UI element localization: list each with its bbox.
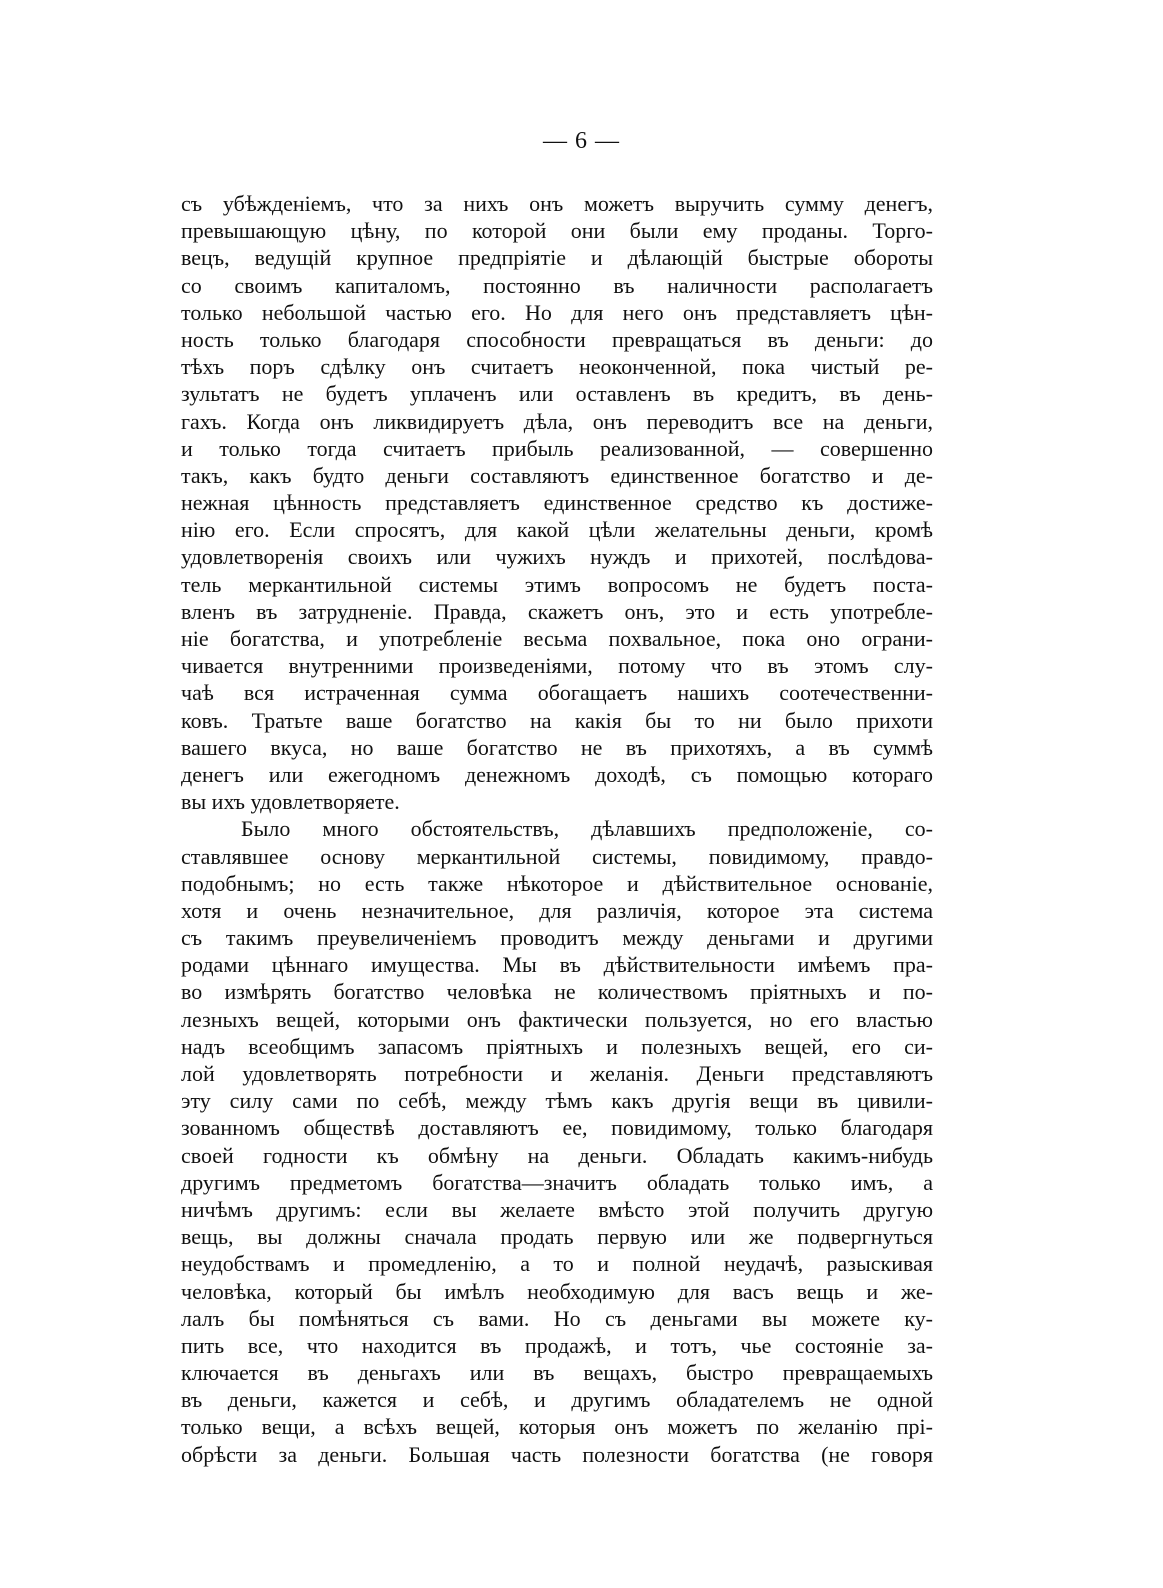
text-line: превышающую цѣну, по которой они были ему проданы. Торго- bbox=[181, 218, 933, 244]
page-number: — 6 — bbox=[543, 128, 620, 154]
text-line: эту силу сами по себѣ, между тѣмъ какъ другія вещи въ цивили- bbox=[181, 1088, 933, 1114]
text-line: пить все, что находится въ продажѣ, и тотъ, чье состояніе за- bbox=[181, 1332, 933, 1358]
text-line: ность только благодаря способности превращаться въ деньги: до bbox=[181, 326, 933, 352]
text-line: лезныхъ вещей, которыми онъ фактически пользуется, но его властью bbox=[181, 1006, 933, 1032]
text-line: въ деньги, кажется и себѣ, и другимъ обладателемъ не одной bbox=[181, 1387, 933, 1413]
text-line: ключается въ деньгахъ или въ вещахъ, быстро превращаемыхъ bbox=[181, 1360, 933, 1386]
text-line: такъ, какъ будто деньги составляютъ единственное богатство и де- bbox=[181, 462, 933, 488]
text-line: ничѣмъ другимъ: если вы желаете вмѣсто этой получить другую bbox=[181, 1196, 933, 1222]
text-line: съ такимъ преувеличеніемъ проводитъ между деньгами и другими bbox=[181, 925, 933, 951]
text-line: во измѣрять богатство человѣка не количествомъ пріятныхъ и по- bbox=[181, 979, 933, 1005]
text-line: обрѣсти за деньги. Большая часть полезности богатства (не говоря bbox=[181, 1441, 933, 1467]
text-line: ковъ. Тратьте ваше богатство на какія бы то ни было прихоти bbox=[181, 707, 933, 733]
text-line: со своимъ капиталомъ, постоянно въ наличности располагаетъ bbox=[181, 272, 933, 298]
text-line: вещь, вы должны сначала продать первую или же подвергнуться bbox=[181, 1224, 933, 1250]
text-line: ставлявшее основу меркантильной системы, повидимому, правдо- bbox=[181, 843, 933, 869]
text-line: вашего вкуса, но ваше богатство не въ прихотяхъ, а въ суммѣ bbox=[181, 734, 933, 760]
body-text bbox=[181, 190, 933, 1468]
text-line: хотя и очень незначительное, для различія, которое эта система bbox=[181, 897, 933, 923]
text-line: чаѣ вся истраченная сумма обогащаетъ нашихъ соотечественни- bbox=[181, 680, 933, 706]
text-line: человѣка, который бы имѣлъ необходимую для васъ вещь и же- bbox=[181, 1278, 933, 1304]
paragraph bbox=[181, 815, 933, 1468]
text-line: вы ихъ удовлетворяете. bbox=[181, 789, 400, 815]
text-line: тель меркантильной системы этимъ вопросомъ не будетъ поста- bbox=[181, 571, 933, 597]
text-line: Было много обстоятельствъ, дѣлавшихъ предположеніе, со- bbox=[241, 816, 933, 842]
text-line: удовлетворенія своихъ или чужихъ нуждъ и прихотей, послѣдова- bbox=[181, 544, 933, 570]
text-line: зованномъ обществѣ доставляютъ ее, повидимому, только благодаря bbox=[181, 1115, 933, 1141]
text-line: нію его. Если спросятъ, для какой цѣли желательны деньги, кромѣ bbox=[181, 517, 933, 543]
text-line: подобнымъ; но есть также нѣкоторое и дѣйствительное основаніе, bbox=[181, 870, 933, 896]
text-line: лой удовлетворять потребности и желанія. Деньги представляютъ bbox=[181, 1061, 933, 1086]
text-line: своей годности къ обмѣну на деньги. Обладать какимъ-нибудь bbox=[181, 1142, 933, 1168]
text-line: родами цѣннаго имущества. Мы въ дѣйствительности имѣемъ пра- bbox=[181, 952, 933, 978]
paragraph bbox=[181, 190, 933, 815]
text-line: тѣхъ поръ сдѣлку онъ считаетъ неоконченной, пока чистый ре- bbox=[181, 354, 933, 380]
text-line: нежная цѣнность представляетъ единственное средство къ достиже- bbox=[181, 490, 933, 516]
text-line: вецъ, ведущій крупное предпріятіе и дѣлающій быстрые обороты bbox=[181, 245, 933, 271]
text-line: неудобствамъ и промедленію, а то и полной неудачѣ, разыскивая bbox=[181, 1251, 933, 1277]
text-line: денегъ или ежегодномъ денежномъ доходѣ, съ помощью котораго bbox=[181, 761, 933, 787]
text-line: надъ всеобщимъ запасомъ пріятныхъ и полезныхъ вещей, его си- bbox=[181, 1033, 933, 1059]
text-line: зультатъ не будетъ уплаченъ или оставленъ въ кредитъ, въ день- bbox=[181, 381, 933, 407]
text-line: вленъ въ затрудненіе. Правда, скажетъ онъ, это и есть употребле- bbox=[181, 598, 933, 624]
text-line: другимъ предметомъ богатства—значитъ обладать только имъ, а bbox=[181, 1169, 933, 1195]
text-line: чивается внутренними произведеніями, потому что въ этомъ слу- bbox=[181, 653, 933, 679]
text-line: съ убѣжденіемъ, что за нихъ онъ можетъ выручить сумму денегъ, bbox=[181, 191, 933, 216]
text-line: только небольшой частью его. Но для него онъ представляетъ цѣн- bbox=[181, 299, 933, 325]
text-line: ніе богатства, и употребленіе весьма похвальное, пока оно ограни- bbox=[181, 626, 933, 651]
text-line: лалъ бы помѣняться съ вами. Но съ деньгами вы можете ку- bbox=[181, 1305, 933, 1331]
text-line: только вещи, а всѣхъ вещей, которыя онъ можетъ по желанію прі- bbox=[181, 1414, 933, 1440]
text-line: и только тогда считаетъ прибыль реализованной, — совершенно bbox=[181, 435, 933, 461]
text-line: гахъ. Когда онъ ликвидируетъ дѣла, онъ переводитъ все на деньги, bbox=[181, 408, 933, 434]
